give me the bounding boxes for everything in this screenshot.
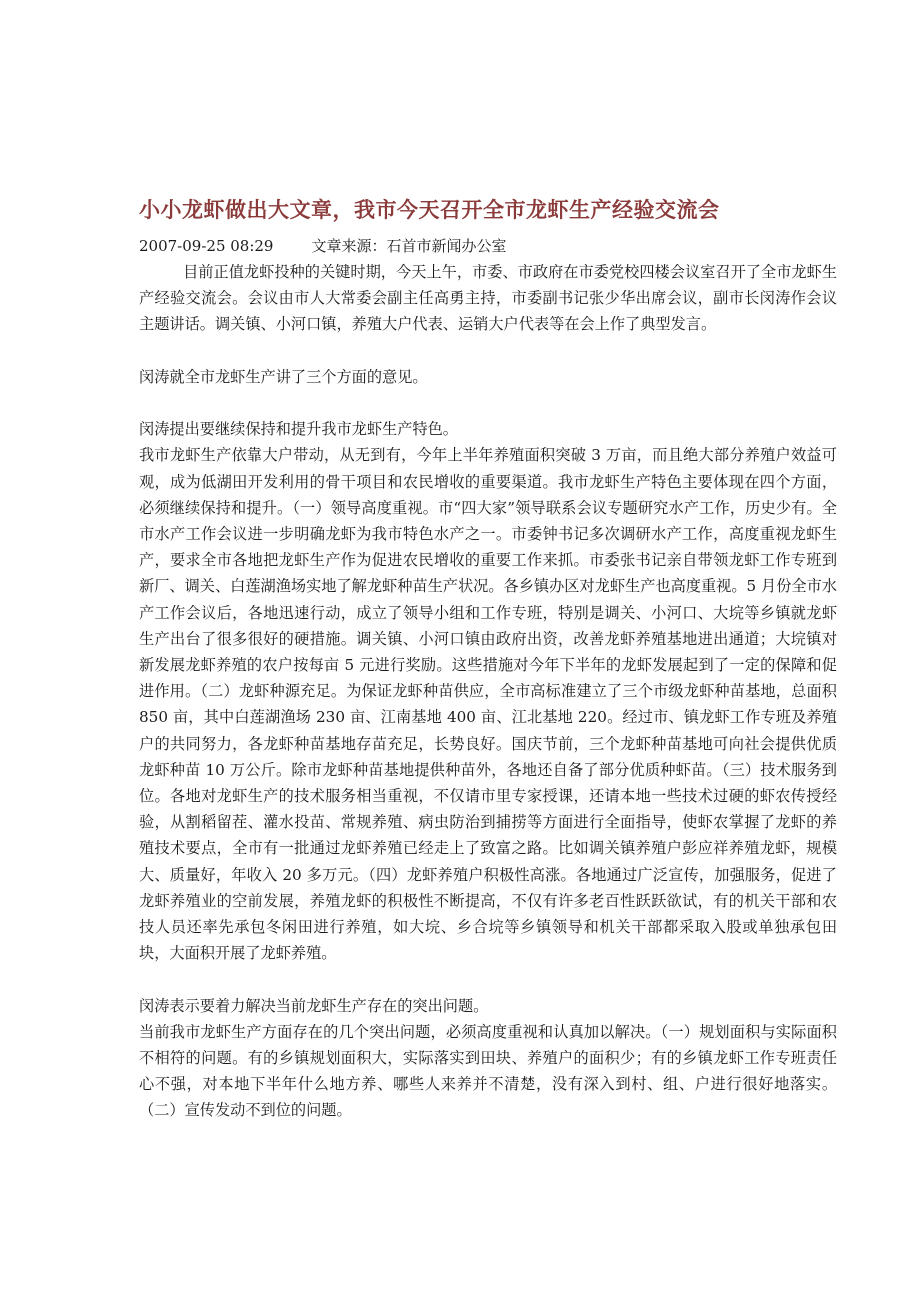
paragraph-gap: [139, 390, 837, 416]
paragraph-summary: 闵涛就全市龙虾生产讲了三个方面的意见。: [139, 367, 428, 386]
paragraph-gap: [139, 338, 837, 364]
paragraph-features: 我市龙虾生产依靠大户带动，从无到有，今年上半年养殖面积突破 3 万亩，而且绝大部分养殖户效益可观，成为低湖田开发利用的骨干项目和农民增收的重要渠道。我市龙虾生产特色主要体现在四个方面，必须继续保持和提升。（一）领导高度重视。市“四大家”领导联系会议专题研究水产工作，历史少有。全市水产工作会议进一步明确龙虾为我市特色水产之一。市委钟书记多次调研水产工作，高度重视龙虾生产，要求全市各地把龙虾生产作为促进农民增收的重要工作来抓。市委张书记亲自带领龙虾工作专班到新厂、调关、白莲湖渔场实地了解龙虾种苗生产状况。各乡镇办区对龙虾生产也高度重视。5 月份全市水产工作会议后，各地迅速行动，成立了领导小组和工作专班，特别是调关、小河口、大垸等乡镇就龙虾生产出台了很多很好的硬措施。调关镇、小河口镇由政府出资，改善龙虾养殖基地进出通道；大垸镇对新发展龙虾养殖的农户按每亩 5 元进行奖励。这些措施对今年下半年的龙虾发展起到了一定的保障和促进作用。（二）龙虾种源充足。为保证龙虾种苗供应，全市高标准建立了三个市级龙虾种苗基地，总面积 850 亩，其中白莲湖渔场 230 亩、江南基地 400 亩、江北基地 220。经过市、镇龙虾工作专班及养殖户的共同努力，各龙虾种苗基地存苗充足，长势良好。国庆节前，三个龙虾种苗基地可向社会提供优质龙虾种苗 10 万公斤。除市龙虾种苗基地提供种苗外，各地还自备了部分优质种虾苗。（三）技术服务到位。各地对龙虾生产的技术服务相当重视，不仅请市里专家授课，还请本地一些技术过硬的虾农传授经验，从割稻留茬、灌水投苗、常规养殖、病虫防治到捕捞等方面进行全面指导，使虾农掌握了龙虾的养殖技术要点，全市有一批通过龙虾养殖已经走上了致富之路。比如调关镇养殖户彭应祥养殖龙虾，规模大、质量好，年收入 20 多万元。（四）龙虾养殖户积极性高涨。各地通过广泛宣传，加强服务，促进了龙虾养殖业的空前发展，养殖龙虾的积极性不断提高，不仅有许多老百性跃跃欲试，有的机关干部和农技人员还率先承包冬闲田进行养殖，如大垸、乡合垸等乡镇领导和机关干部都采取入股或单独承包田块，大面积开展了龙虾养殖。: [139, 446, 837, 963]
paragraph-intro: 目前正值龙虾投种的关键时期，今天上午，市委、市政府在市委党校四楼会议室召开了全市龙虾生产经验交流会。会议由市人大常委会副主任高勇主持，市委副书记张少华出席会议，副市长闵涛作会议主题讲话。调关镇、小河口镇，养殖大户代表、运销大户代表等在会上作了典型发言。: [139, 263, 837, 334]
article-title: 小小龙虾做出大文章，我市今天召开全市龙虾生产经验交流会: [139, 198, 720, 222]
section-heading-features: 闵涛提出要继续保持和提升我市龙虾生产特色。: [139, 420, 458, 439]
publish-datetime: 2007-09-25 08:29: [139, 237, 274, 255]
paragraph-problems: 当前我市龙虾生产方面存在的几个突出问题，必须高度重视和认真加以解决。（一）规划面积与实际面积不相符的问题。有的乡镇规划面积大，实际落实到田块、养殖户的面积少；有的乡镇龙虾工作专班责任心不强，对本地下半年什么地方养、哪些人来养并不清楚，没有深入到村、组、户进行很好地落实。（二）宣传发动不到位的问题。: [139, 1022, 837, 1120]
paragraph-gap: [139, 966, 837, 992]
section-heading-problems: 闵涛表示要着力解决当前龙虾生产存在的突出问题。: [139, 996, 489, 1015]
article-body: [139, 259, 837, 1124]
article-meta: [139, 233, 507, 259]
article-source: 文章来源：石首市新闻办公室: [311, 237, 507, 255]
